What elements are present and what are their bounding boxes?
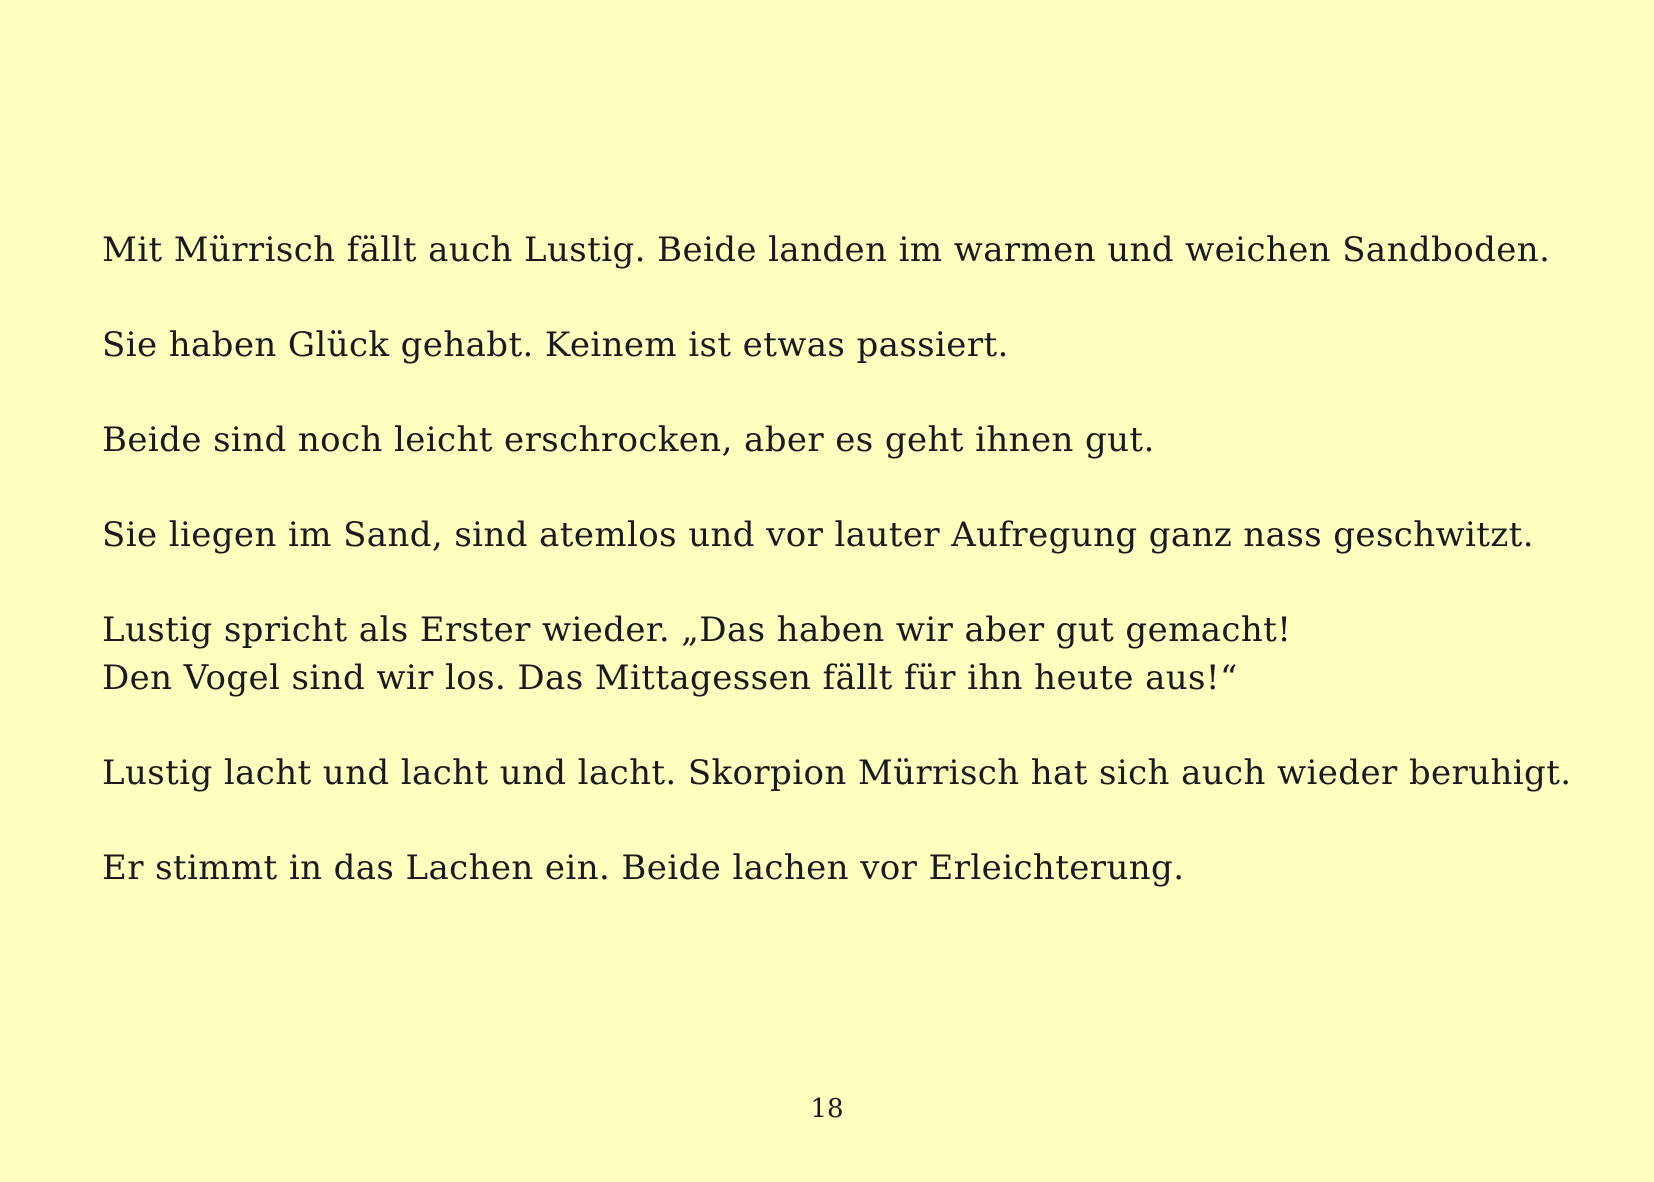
- text-line: Beide sind noch leicht erschrocken, aber es geht ihnen gut.: [102, 420, 1155, 460]
- page-number: 18: [810, 1094, 844, 1124]
- paragraph: [102, 749, 1582, 797]
- paragraph: [102, 321, 1582, 369]
- paragraph: [102, 844, 1582, 892]
- text-line: Sie liegen im Sand, sind atemlos und vor lauter Aufregung ganz nass geschwitzt.: [102, 515, 1534, 555]
- text-line: Sie haben Glück gehabt. Keinem ist etwas passiert.: [102, 325, 1009, 365]
- text-line: Mit Mürrisch fällt auch Lustig. Beide landen im warmen und weichen Sandboden.: [102, 230, 1551, 270]
- text-line: Lustig lacht und lacht und lacht. Skorpion Mürrisch hat sich auch wieder beruhigt.: [102, 753, 1572, 793]
- story-text: [102, 226, 1582, 892]
- paragraph: [102, 606, 1582, 702]
- paragraph: [102, 416, 1582, 464]
- text-line: Den Vogel sind wir los. Das Mittagessen fällt für ihn heute aus!“: [102, 658, 1238, 698]
- paragraph: [102, 226, 1582, 274]
- text-line: Er stimmt in das Lachen ein. Beide lachen vor Erleichterung.: [102, 848, 1185, 888]
- paragraph: [102, 511, 1582, 559]
- text-line: Lustig spricht als Erster wieder. „Das haben wir aber gut gemacht!: [102, 610, 1292, 650]
